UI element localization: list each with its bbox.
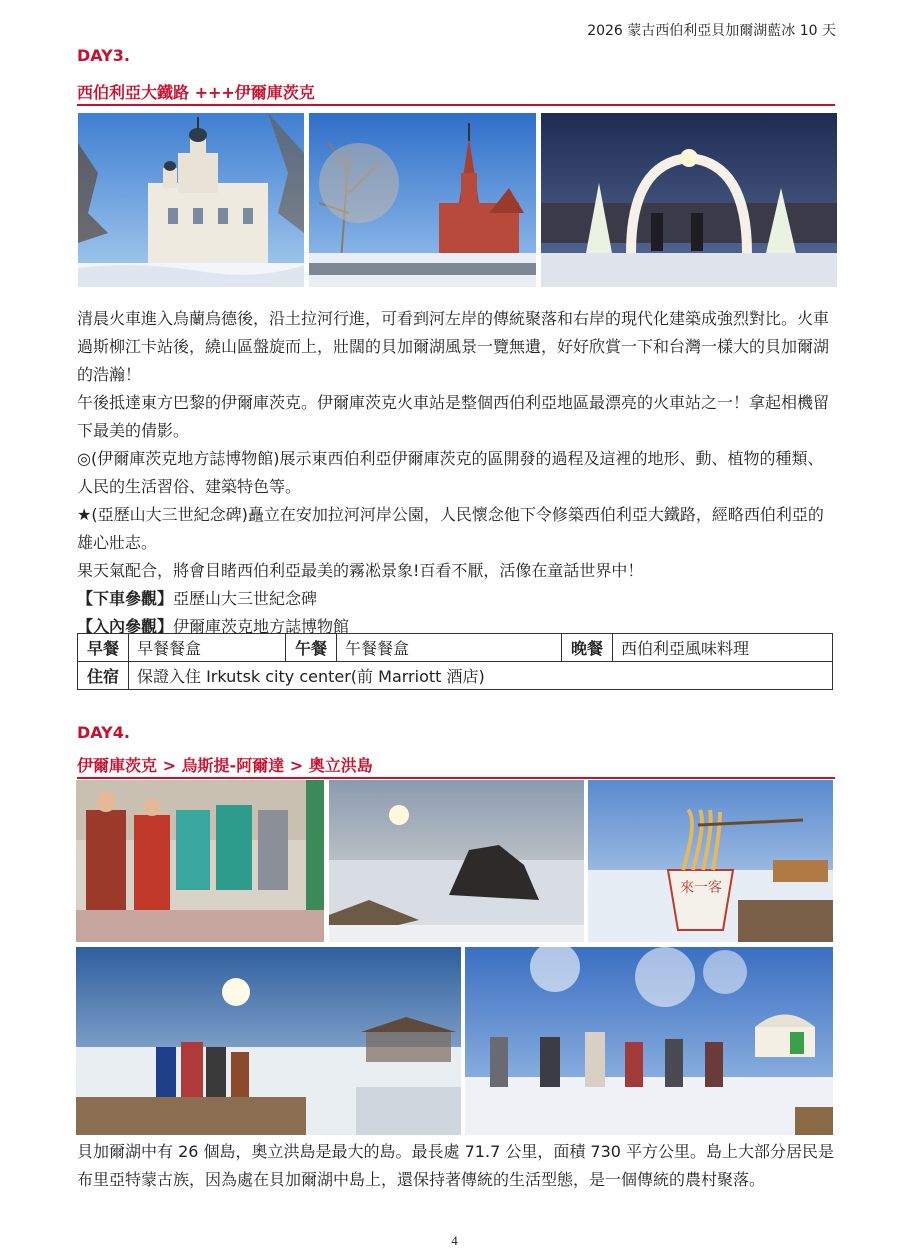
noodle-cup-label: 來一客 bbox=[680, 880, 722, 896]
shaman-rock-photo bbox=[329, 780, 584, 942]
stop-off-label: 【下車參觀】 bbox=[77, 589, 174, 608]
day4-heading: DAY4. bbox=[77, 723, 130, 742]
snow-throwing-group-photo bbox=[465, 947, 833, 1135]
stay-label: 住宿 bbox=[78, 662, 129, 690]
breakfast-label: 早餐 bbox=[78, 634, 129, 662]
stay-value: 保證入住 Irkutsk city center(前 Marriott 酒店) bbox=[129, 662, 833, 690]
lunch-label: 午餐 bbox=[286, 634, 337, 662]
lakeside-group-sun-photo bbox=[76, 947, 461, 1135]
day3-paragraph: 清晨火車進入烏蘭烏德後，沿土拉河行進，可看到河左岸的傳統聚落和右岸的現代化建築成強烈對比。火車過斯柳江卡站後，繞山區盤旋而上，壯闊的貝加爾湖風景一覽無遺，好好欣賞一下和台灣一樣大的貝加爾湖的浩瀚！ bbox=[77, 309, 830, 384]
meals-table bbox=[77, 633, 833, 690]
day3-paragraph: 午後抵達東方巴黎的伊爾庫茨克。伊爾庫茨克火車站是整個西伯利亞地區最漂亮的火車站之一！拿起相機留下最美的倩影。 bbox=[77, 393, 830, 440]
day3-paragraph: ★(亞歷山大三世紀念碑)矗立在安加拉河河岸公園，人民懷念他下令修築西伯利亞大鐵路，經略西伯利亞的雄心壯志。 bbox=[77, 505, 824, 552]
day3-description bbox=[77, 305, 837, 641]
stay-row bbox=[78, 662, 833, 690]
buryat-costume-photo bbox=[76, 780, 324, 942]
red-church-photo bbox=[309, 113, 536, 287]
day3-route: 西伯利亞大鐵路 +++伊爾庫茨克 bbox=[77, 80, 835, 106]
enter-visit-value: 伊爾庫茨克地方誌博物館 bbox=[173, 617, 350, 636]
breakfast-value: 早餐餐盒 bbox=[129, 634, 286, 662]
meals-row bbox=[78, 634, 833, 662]
day4-route: 伊爾庫茨克 > 烏斯提-阿爾達 > 奧立洪島 bbox=[77, 753, 835, 779]
day4-paragraph: 貝加爾湖中有 26 個島，奧立洪島是最大的島。最長處 71.7 公里，面積 730 平方公里。島上大部分居民是布里亞特蒙古族，因為處在貝加爾湖中島上，還保持著傳統的生活型態，是一個傳統的農村聚落。 bbox=[77, 1142, 835, 1189]
day4-description bbox=[77, 1138, 837, 1194]
page-number: 4 bbox=[451, 1233, 458, 1248]
dinner-value: 西伯利亞風味料理 bbox=[613, 634, 833, 662]
instant-noodle-photo bbox=[588, 780, 833, 942]
dinner-label: 晚餐 bbox=[562, 634, 613, 662]
church-winter-photo bbox=[78, 113, 304, 287]
day3-paragraph: 果天氣配合，將會目睹西伯利亞最美的霧凇景象!百看不厭，活像在童話世界中！ bbox=[77, 561, 644, 580]
day3-paragraph: ◎(伊爾庫茨克地方誌博物館)展示東西伯利亞伊爾庫茨克的區開發的過程及這裡的地形、動、植物的種類、人民的生活習俗、建築特色等。 bbox=[77, 449, 824, 496]
document-header-title: 2026 蒙古西伯利亞貝加爾湖藍冰 10 天 bbox=[587, 23, 836, 39]
lunch-value: 午餐餐盒 bbox=[337, 634, 562, 662]
day3-heading: DAY3. bbox=[77, 46, 130, 65]
enter-visit-label: 【入內參觀】 bbox=[77, 617, 174, 636]
stop-off-line bbox=[77, 585, 837, 613]
winter-lights-arch-photo bbox=[541, 113, 837, 287]
stop-off-value: 亞歷山大三世紀念碑 bbox=[173, 589, 318, 608]
